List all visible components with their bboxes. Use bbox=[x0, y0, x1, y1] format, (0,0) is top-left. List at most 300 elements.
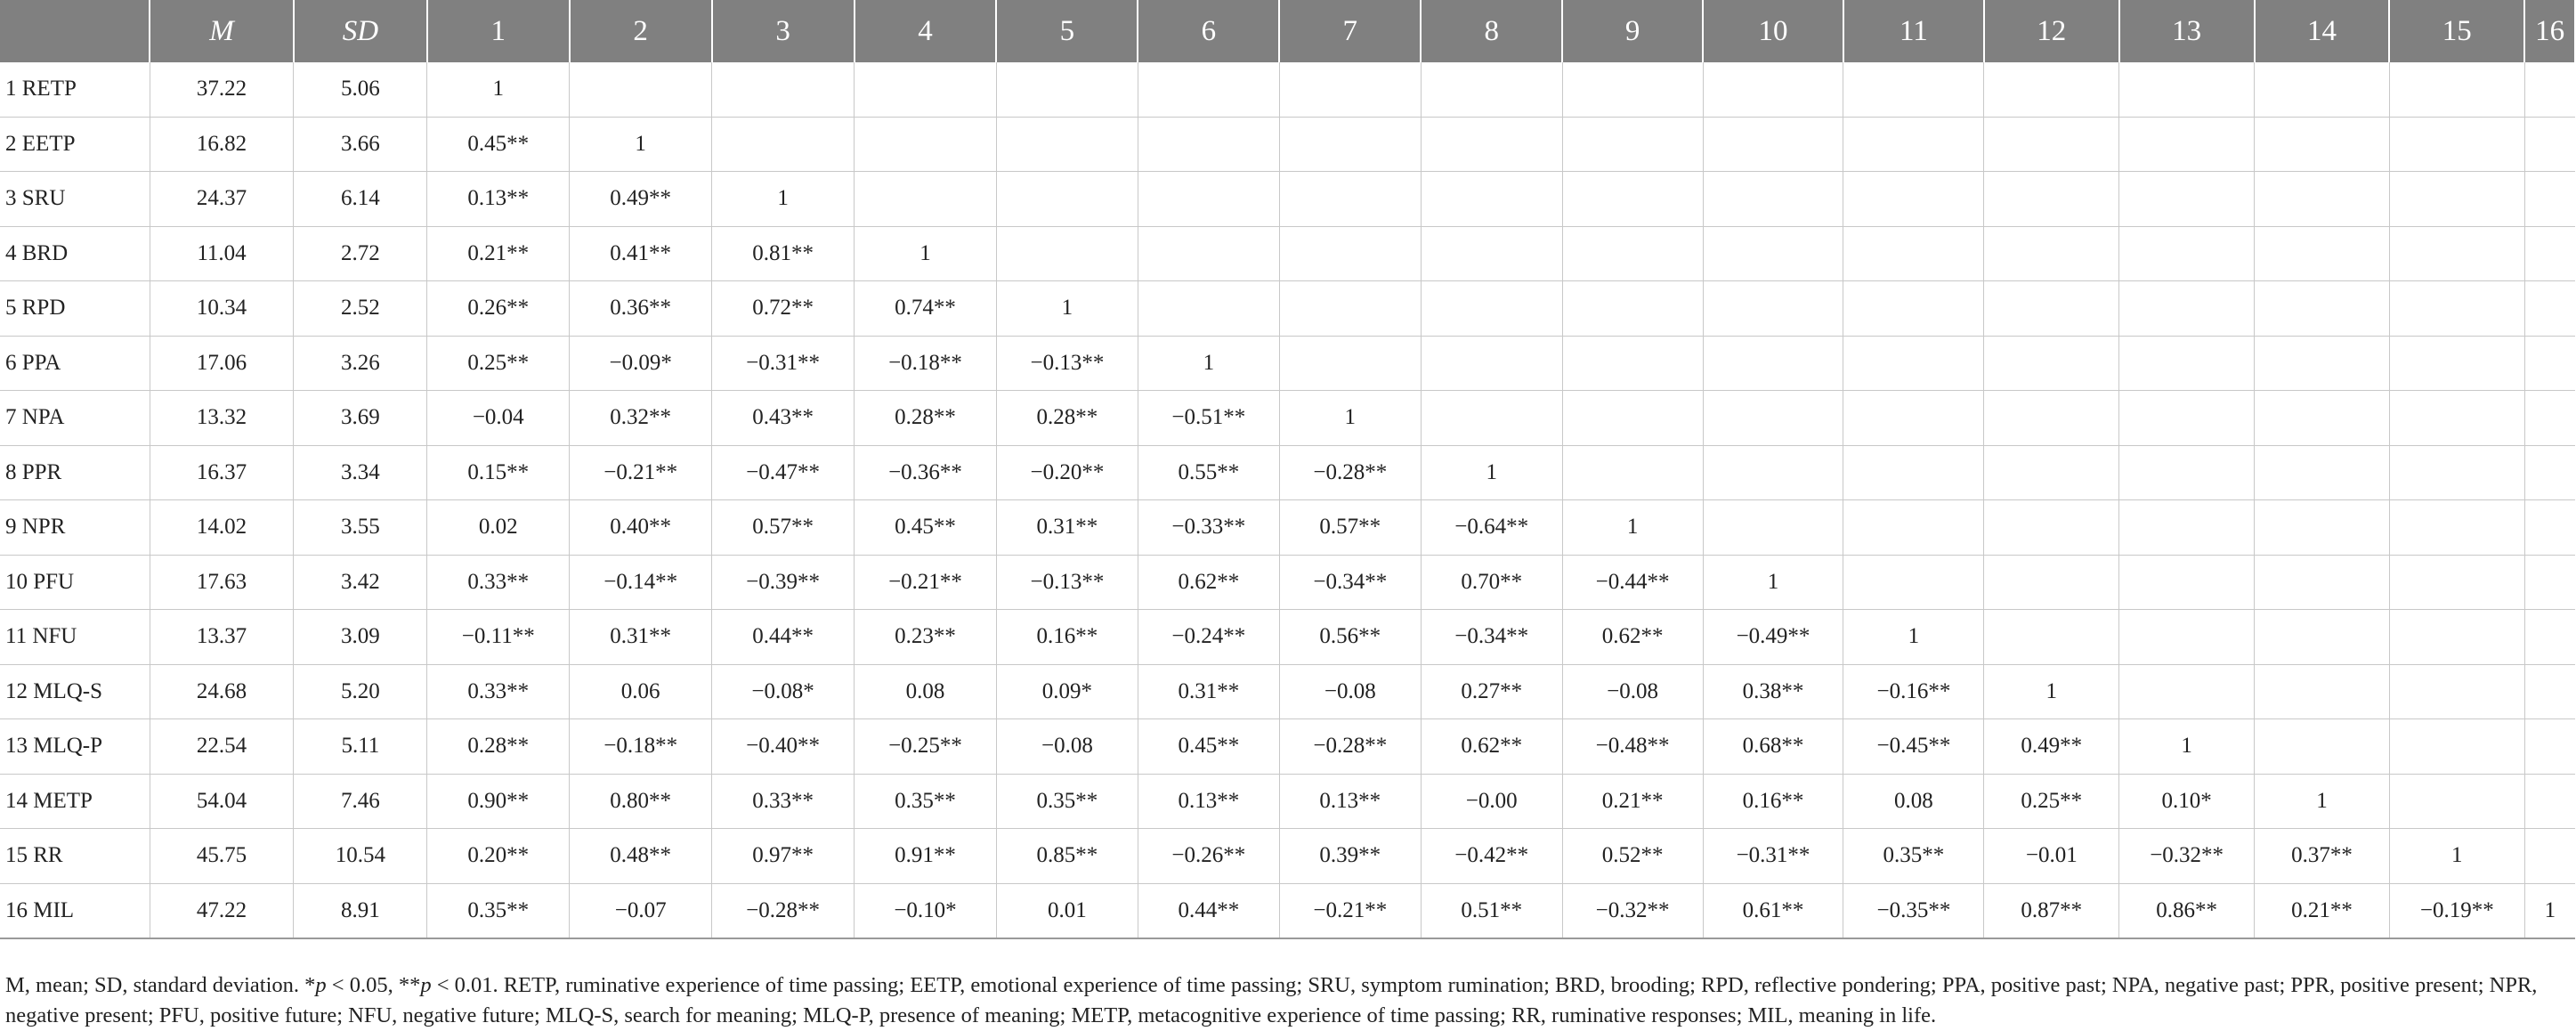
correlation-cell: 0.81** bbox=[712, 226, 855, 281]
row-label-cell: 7 NPA bbox=[0, 391, 150, 446]
mean-cell: 45.75 bbox=[150, 829, 294, 884]
correlation-cell: 0.80** bbox=[570, 774, 712, 829]
correlation-cell: 1 bbox=[570, 117, 712, 172]
correlation-cell bbox=[2389, 445, 2524, 500]
correlation-cell: −0.20** bbox=[996, 445, 1138, 500]
correlation-cell: 0.44** bbox=[712, 610, 855, 665]
correlation-cell: 0.35** bbox=[1843, 829, 1984, 884]
header-cell-1: 1 bbox=[427, 0, 570, 62]
correlation-cell: −0.39** bbox=[712, 555, 855, 610]
header-cell-14: 14 bbox=[2255, 0, 2390, 62]
correlation-cell bbox=[1562, 172, 1703, 227]
correlation-cell: 1 bbox=[996, 281, 1138, 337]
sd-cell: 7.46 bbox=[294, 774, 427, 829]
correlation-cell bbox=[2255, 226, 2390, 281]
correlation-cell bbox=[1984, 391, 2119, 446]
correlation-cell bbox=[1138, 281, 1279, 337]
correlation-cell bbox=[1421, 117, 1562, 172]
correlation-cell bbox=[1421, 62, 1562, 117]
correlation-cell bbox=[1984, 445, 2119, 500]
footnote-p-symbol-2: p bbox=[420, 973, 432, 997]
sd-cell: 3.66 bbox=[294, 117, 427, 172]
correlation-cell bbox=[2524, 774, 2575, 829]
correlation-cell: 0.33** bbox=[712, 774, 855, 829]
correlation-cell: 1 bbox=[1138, 336, 1279, 391]
header-cell-6: 6 bbox=[1138, 0, 1279, 62]
correlation-cell bbox=[1703, 226, 1843, 281]
correlation-cell bbox=[1562, 336, 1703, 391]
correlation-cell: 1 bbox=[2524, 883, 2575, 938]
row-label-cell: 9 NPR bbox=[0, 500, 150, 556]
correlation-cell: −0.26** bbox=[1138, 829, 1279, 884]
sd-cell: 3.69 bbox=[294, 391, 427, 446]
correlation-cell bbox=[2389, 610, 2524, 665]
row-label-cell: 6 PPA bbox=[0, 336, 150, 391]
correlation-cell: 0.56** bbox=[1279, 610, 1421, 665]
correlation-cell: 0.21** bbox=[427, 226, 570, 281]
correlation-cell bbox=[2119, 664, 2255, 719]
correlation-cell: 0.49** bbox=[1984, 719, 2119, 775]
mean-cell: 24.68 bbox=[150, 664, 294, 719]
correlation-cell bbox=[2255, 336, 2390, 391]
correlation-cell bbox=[2524, 664, 2575, 719]
correlation-cell bbox=[855, 117, 997, 172]
correlation-cell: 0.55** bbox=[1138, 445, 1279, 500]
correlation-cell: −0.04 bbox=[427, 391, 570, 446]
correlation-cell bbox=[2255, 117, 2390, 172]
correlation-cell bbox=[2389, 664, 2524, 719]
correlation-cell: −0.24** bbox=[1138, 610, 1279, 665]
correlation-cell bbox=[1843, 500, 1984, 556]
correlation-cell: −0.10* bbox=[855, 883, 997, 938]
correlation-cell: −0.21** bbox=[1279, 883, 1421, 938]
correlation-cell: 1 bbox=[712, 172, 855, 227]
correlation-cell bbox=[1703, 172, 1843, 227]
mean-cell: 13.37 bbox=[150, 610, 294, 665]
correlation-cell: 0.39** bbox=[1279, 829, 1421, 884]
sd-cell: 6.14 bbox=[294, 172, 427, 227]
sd-cell: 2.72 bbox=[294, 226, 427, 281]
correlation-cell bbox=[1279, 226, 1421, 281]
correlation-cell bbox=[2524, 500, 2575, 556]
correlation-cell: 0.33** bbox=[427, 664, 570, 719]
correlation-cell bbox=[996, 62, 1138, 117]
correlation-cell: −0.33** bbox=[1138, 500, 1279, 556]
correlation-cell bbox=[1421, 172, 1562, 227]
correlation-cell bbox=[2524, 555, 2575, 610]
mean-cell: 22.54 bbox=[150, 719, 294, 775]
correlation-cell bbox=[2389, 336, 2524, 391]
correlation-cell bbox=[2389, 226, 2524, 281]
correlation-cell: 0.57** bbox=[712, 500, 855, 556]
correlation-cell bbox=[2255, 172, 2390, 227]
correlation-cell: −0.40** bbox=[712, 719, 855, 775]
correlation-cell: 0.97** bbox=[712, 829, 855, 884]
correlation-cell: −0.11** bbox=[427, 610, 570, 665]
correlation-cell: −0.08 bbox=[996, 719, 1138, 775]
correlation-cell: 0.26** bbox=[427, 281, 570, 337]
footnote-text-1: M, mean; SD, standard deviation. * bbox=[5, 973, 316, 997]
row-label-cell: 5 RPD bbox=[0, 281, 150, 337]
correlation-cell: −0.32** bbox=[2119, 829, 2255, 884]
correlation-cell: 0.41** bbox=[570, 226, 712, 281]
correlation-cell: 0.23** bbox=[855, 610, 997, 665]
correlation-cell bbox=[1703, 62, 1843, 117]
correlation-cell: −0.19** bbox=[2389, 883, 2524, 938]
correlation-cell: 0.13** bbox=[427, 172, 570, 227]
table-row bbox=[0, 829, 2575, 884]
correlation-cell: −0.25** bbox=[855, 719, 997, 775]
correlation-cell bbox=[1984, 336, 2119, 391]
table-row bbox=[0, 555, 2575, 610]
sd-cell: 10.54 bbox=[294, 829, 427, 884]
correlation-cell bbox=[2255, 555, 2390, 610]
table-row bbox=[0, 500, 2575, 556]
correlation-cell bbox=[1843, 172, 1984, 227]
correlation-cell bbox=[1843, 117, 1984, 172]
correlation-cell bbox=[1984, 117, 2119, 172]
row-label-cell: 10 PFU bbox=[0, 555, 150, 610]
correlation-cell: 0.16** bbox=[1703, 774, 1843, 829]
correlation-cell bbox=[2255, 610, 2390, 665]
row-label-cell: 14 METP bbox=[0, 774, 150, 829]
correlation-cell bbox=[1562, 226, 1703, 281]
correlation-cell: 0.28** bbox=[996, 391, 1138, 446]
correlation-cell: 0.62** bbox=[1562, 610, 1703, 665]
header-cell-11: 11 bbox=[1843, 0, 1984, 62]
correlation-cell: 1 bbox=[1562, 500, 1703, 556]
table-row bbox=[0, 883, 2575, 938]
table-row bbox=[0, 664, 2575, 719]
correlation-cell: 0.31** bbox=[570, 610, 712, 665]
header-row bbox=[0, 0, 2575, 62]
correlation-cell bbox=[2524, 226, 2575, 281]
correlation-cell bbox=[855, 172, 997, 227]
correlation-cell: −0.64** bbox=[1421, 500, 1562, 556]
correlation-cell bbox=[2524, 117, 2575, 172]
row-label-cell: 16 MIL bbox=[0, 883, 150, 938]
table-header bbox=[0, 0, 2575, 62]
header-cell-9: 9 bbox=[1562, 0, 1703, 62]
correlation-cell: 0.16** bbox=[996, 610, 1138, 665]
correlation-cell: 0.06 bbox=[570, 664, 712, 719]
correlation-cell: 1 bbox=[2389, 829, 2524, 884]
table-row bbox=[0, 719, 2575, 775]
correlation-cell bbox=[2389, 281, 2524, 337]
correlation-cell: 0.20** bbox=[427, 829, 570, 884]
correlation-cell: 0.43** bbox=[712, 391, 855, 446]
correlation-cell: 0.25** bbox=[1984, 774, 2119, 829]
correlation-cell bbox=[1984, 226, 2119, 281]
correlation-cell: 1 bbox=[2119, 719, 2255, 775]
table-row bbox=[0, 226, 2575, 281]
table-row bbox=[0, 336, 2575, 391]
correlation-cell bbox=[1138, 117, 1279, 172]
correlation-cell: −0.07 bbox=[570, 883, 712, 938]
sd-cell: 3.55 bbox=[294, 500, 427, 556]
correlation-cell bbox=[2119, 391, 2255, 446]
correlation-cell bbox=[1984, 172, 2119, 227]
correlation-cell bbox=[712, 62, 855, 117]
correlation-cell bbox=[855, 62, 997, 117]
mean-cell: 11.04 bbox=[150, 226, 294, 281]
correlation-cell: 0.31** bbox=[996, 500, 1138, 556]
correlation-cell: 0.52** bbox=[1562, 829, 1703, 884]
correlation-cell bbox=[1843, 445, 1984, 500]
correlation-cell: 0.32** bbox=[570, 391, 712, 446]
correlation-cell: −0.31** bbox=[1703, 829, 1843, 884]
correlation-cell: 0.85** bbox=[996, 829, 1138, 884]
footnote-p-symbol-1: p bbox=[315, 973, 327, 997]
correlation-cell: −0.13** bbox=[996, 555, 1138, 610]
correlation-cell bbox=[1562, 391, 1703, 446]
correlation-cell bbox=[1843, 226, 1984, 281]
correlation-cell bbox=[1703, 445, 1843, 500]
correlation-cell: −0.51** bbox=[1138, 391, 1279, 446]
table-footnote bbox=[5, 970, 2560, 1031]
correlation-cell bbox=[2524, 391, 2575, 446]
table-body bbox=[0, 62, 2575, 938]
correlation-cell bbox=[2119, 62, 2255, 117]
correlation-cell: 0.10* bbox=[2119, 774, 2255, 829]
correlation-cell: 0.68** bbox=[1703, 719, 1843, 775]
correlation-cell: 1 bbox=[1843, 610, 1984, 665]
correlation-cell: 0.36** bbox=[570, 281, 712, 337]
header-cell-16: 16 bbox=[2524, 0, 2575, 62]
correlation-cell bbox=[1421, 281, 1562, 337]
correlation-cell bbox=[2255, 62, 2390, 117]
sd-cell: 3.26 bbox=[294, 336, 427, 391]
row-label-cell: 1 RETP bbox=[0, 62, 150, 117]
correlation-cell: 1 bbox=[1703, 555, 1843, 610]
correlation-cell: 0.28** bbox=[427, 719, 570, 775]
correlation-cell: 0.21** bbox=[1562, 774, 1703, 829]
correlation-cell: 0.48** bbox=[570, 829, 712, 884]
correlation-cell: 0.28** bbox=[855, 391, 997, 446]
correlation-cell bbox=[2524, 172, 2575, 227]
correlation-cell: 0.08 bbox=[855, 664, 997, 719]
correlation-cell: −0.32** bbox=[1562, 883, 1703, 938]
correlation-cell bbox=[1984, 555, 2119, 610]
table-row bbox=[0, 610, 2575, 665]
correlation-cell: −0.09* bbox=[570, 336, 712, 391]
correlation-cell bbox=[2119, 555, 2255, 610]
correlation-cell bbox=[2524, 336, 2575, 391]
correlation-cell bbox=[1703, 281, 1843, 337]
correlation-cell: 0.01 bbox=[996, 883, 1138, 938]
correlation-cell: 0.40** bbox=[570, 500, 712, 556]
correlation-cell bbox=[996, 226, 1138, 281]
correlation-cell: 1 bbox=[855, 226, 997, 281]
correlation-cell: −0.44** bbox=[1562, 555, 1703, 610]
correlation-cell bbox=[2389, 500, 2524, 556]
correlation-cell bbox=[1421, 336, 1562, 391]
correlation-cell bbox=[1562, 62, 1703, 117]
correlation-cell: 0.90** bbox=[427, 774, 570, 829]
table-row bbox=[0, 445, 2575, 500]
sd-cell: 3.42 bbox=[294, 555, 427, 610]
correlation-cell bbox=[1138, 172, 1279, 227]
correlation-cell bbox=[1562, 117, 1703, 172]
correlation-cell bbox=[996, 117, 1138, 172]
correlation-cell: 0.44** bbox=[1138, 883, 1279, 938]
correlation-cell bbox=[1843, 391, 1984, 446]
correlation-cell: −0.28** bbox=[712, 883, 855, 938]
correlation-cell bbox=[2255, 445, 2390, 500]
correlation-cell bbox=[2119, 226, 2255, 281]
mean-cell: 37.22 bbox=[150, 62, 294, 117]
correlation-cell: 0.61** bbox=[1703, 883, 1843, 938]
correlation-cell bbox=[1279, 117, 1421, 172]
correlation-cell: 0.21** bbox=[2255, 883, 2390, 938]
mean-cell: 24.37 bbox=[150, 172, 294, 227]
correlation-cell bbox=[2119, 172, 2255, 227]
correlation-cell bbox=[2255, 664, 2390, 719]
correlation-cell: 0.57** bbox=[1279, 500, 1421, 556]
mean-cell: 16.37 bbox=[150, 445, 294, 500]
correlation-cell bbox=[2389, 774, 2524, 829]
correlation-cell bbox=[2255, 719, 2390, 775]
correlation-cell: −0.21** bbox=[855, 555, 997, 610]
correlation-cell: 0.86** bbox=[2119, 883, 2255, 938]
mean-cell: 16.82 bbox=[150, 117, 294, 172]
correlation-cell bbox=[2119, 281, 2255, 337]
correlation-cell bbox=[570, 62, 712, 117]
correlation-cell: 0.35** bbox=[855, 774, 997, 829]
mean-cell: 17.63 bbox=[150, 555, 294, 610]
correlation-cell: 0.15** bbox=[427, 445, 570, 500]
correlation-cell: −0.18** bbox=[855, 336, 997, 391]
correlation-cell: −0.48** bbox=[1562, 719, 1703, 775]
row-label-cell: 8 PPR bbox=[0, 445, 150, 500]
correlation-cell bbox=[2119, 117, 2255, 172]
table-row bbox=[0, 391, 2575, 446]
sd-cell: 5.11 bbox=[294, 719, 427, 775]
row-label-cell: 11 NFU bbox=[0, 610, 150, 665]
correlation-cell: −0.45** bbox=[1843, 719, 1984, 775]
correlation-cell: −0.21** bbox=[570, 445, 712, 500]
mean-cell: 14.02 bbox=[150, 500, 294, 556]
correlation-cell bbox=[1703, 391, 1843, 446]
correlation-cell: 0.45** bbox=[855, 500, 997, 556]
correlation-cell bbox=[2524, 62, 2575, 117]
correlation-cell bbox=[2255, 281, 2390, 337]
correlation-cell bbox=[1984, 62, 2119, 117]
correlation-cell bbox=[2524, 719, 2575, 775]
correlation-cell: 0.72** bbox=[712, 281, 855, 337]
sd-cell: 8.91 bbox=[294, 883, 427, 938]
correlation-cell bbox=[1703, 336, 1843, 391]
table-row bbox=[0, 172, 2575, 227]
correlation-cell bbox=[1562, 281, 1703, 337]
correlation-cell: 1 bbox=[1984, 664, 2119, 719]
correlation-cell: −0.16** bbox=[1843, 664, 1984, 719]
correlation-cell: −0.08* bbox=[712, 664, 855, 719]
row-label-cell: 4 BRD bbox=[0, 226, 150, 281]
correlation-cell bbox=[1279, 62, 1421, 117]
correlation-cell bbox=[2389, 117, 2524, 172]
header-cell-12: 12 bbox=[1984, 0, 2119, 62]
correlation-cell: −0.14** bbox=[570, 555, 712, 610]
correlation-cell bbox=[2119, 610, 2255, 665]
correlation-cell: 0.25** bbox=[427, 336, 570, 391]
mean-cell: 10.34 bbox=[150, 281, 294, 337]
correlation-cell: 0.51** bbox=[1421, 883, 1562, 938]
correlation-cell: −0.49** bbox=[1703, 610, 1843, 665]
correlation-cell: 0.31** bbox=[1138, 664, 1279, 719]
header-cell-sd: SD bbox=[294, 0, 427, 62]
correlation-cell bbox=[2389, 719, 2524, 775]
correlation-cell: 0.45** bbox=[1138, 719, 1279, 775]
correlation-cell: −0.08 bbox=[1279, 664, 1421, 719]
correlation-cell: 0.74** bbox=[855, 281, 997, 337]
table-row bbox=[0, 281, 2575, 337]
correlation-cell: 0.38** bbox=[1703, 664, 1843, 719]
header-cell-8: 8 bbox=[1421, 0, 1562, 62]
correlation-cell bbox=[2389, 555, 2524, 610]
header-cell-10: 10 bbox=[1703, 0, 1843, 62]
header-cell-3: 3 bbox=[712, 0, 855, 62]
row-label-cell: 13 MLQ-P bbox=[0, 719, 150, 775]
correlation-cell: −0.47** bbox=[712, 445, 855, 500]
correlation-cell bbox=[1843, 336, 1984, 391]
correlation-cell bbox=[2119, 500, 2255, 556]
correlation-cell bbox=[2119, 336, 2255, 391]
correlation-cell: 0.45** bbox=[427, 117, 570, 172]
correlation-cell: −0.42** bbox=[1421, 829, 1562, 884]
correlation-cell bbox=[1279, 336, 1421, 391]
correlation-cell bbox=[2255, 391, 2390, 446]
correlation-cell: 1 bbox=[2255, 774, 2390, 829]
sd-cell: 5.20 bbox=[294, 664, 427, 719]
correlation-cell bbox=[1843, 62, 1984, 117]
sd-cell: 2.52 bbox=[294, 281, 427, 337]
correlation-cell bbox=[1984, 281, 2119, 337]
correlation-cell bbox=[1138, 226, 1279, 281]
header-cell-2: 2 bbox=[570, 0, 712, 62]
correlation-cell: 0.09* bbox=[996, 664, 1138, 719]
correlation-cell: −0.31** bbox=[712, 336, 855, 391]
correlation-cell bbox=[2255, 500, 2390, 556]
correlation-cell bbox=[1279, 281, 1421, 337]
table-row bbox=[0, 117, 2575, 172]
header-cell-5: 5 bbox=[996, 0, 1138, 62]
header-cell-15: 15 bbox=[2389, 0, 2524, 62]
correlation-cell bbox=[2524, 281, 2575, 337]
correlation-cell: 0.87** bbox=[1984, 883, 2119, 938]
mean-cell: 47.22 bbox=[150, 883, 294, 938]
header-cell-m: M bbox=[150, 0, 294, 62]
correlation-cell bbox=[1703, 500, 1843, 556]
header-cell-variable bbox=[0, 0, 150, 62]
correlation-cell: 0.33** bbox=[427, 555, 570, 610]
correlation-cell: 0.35** bbox=[996, 774, 1138, 829]
correlation-cell bbox=[2524, 829, 2575, 884]
mean-cell: 54.04 bbox=[150, 774, 294, 829]
correlation-cell: −0.01 bbox=[1984, 829, 2119, 884]
correlation-cell: −0.08 bbox=[1562, 664, 1703, 719]
table-row bbox=[0, 774, 2575, 829]
row-label-cell: 2 EETP bbox=[0, 117, 150, 172]
row-label-cell: 15 RR bbox=[0, 829, 150, 884]
correlation-cell: 0.37** bbox=[2255, 829, 2390, 884]
correlation-cell: 0.91** bbox=[855, 829, 997, 884]
correlation-cell bbox=[1984, 500, 2119, 556]
correlation-cell: −0.28** bbox=[1279, 445, 1421, 500]
correlation-cell: −0.13** bbox=[996, 336, 1138, 391]
correlation-cell bbox=[1703, 117, 1843, 172]
mean-cell: 13.32 bbox=[150, 391, 294, 446]
